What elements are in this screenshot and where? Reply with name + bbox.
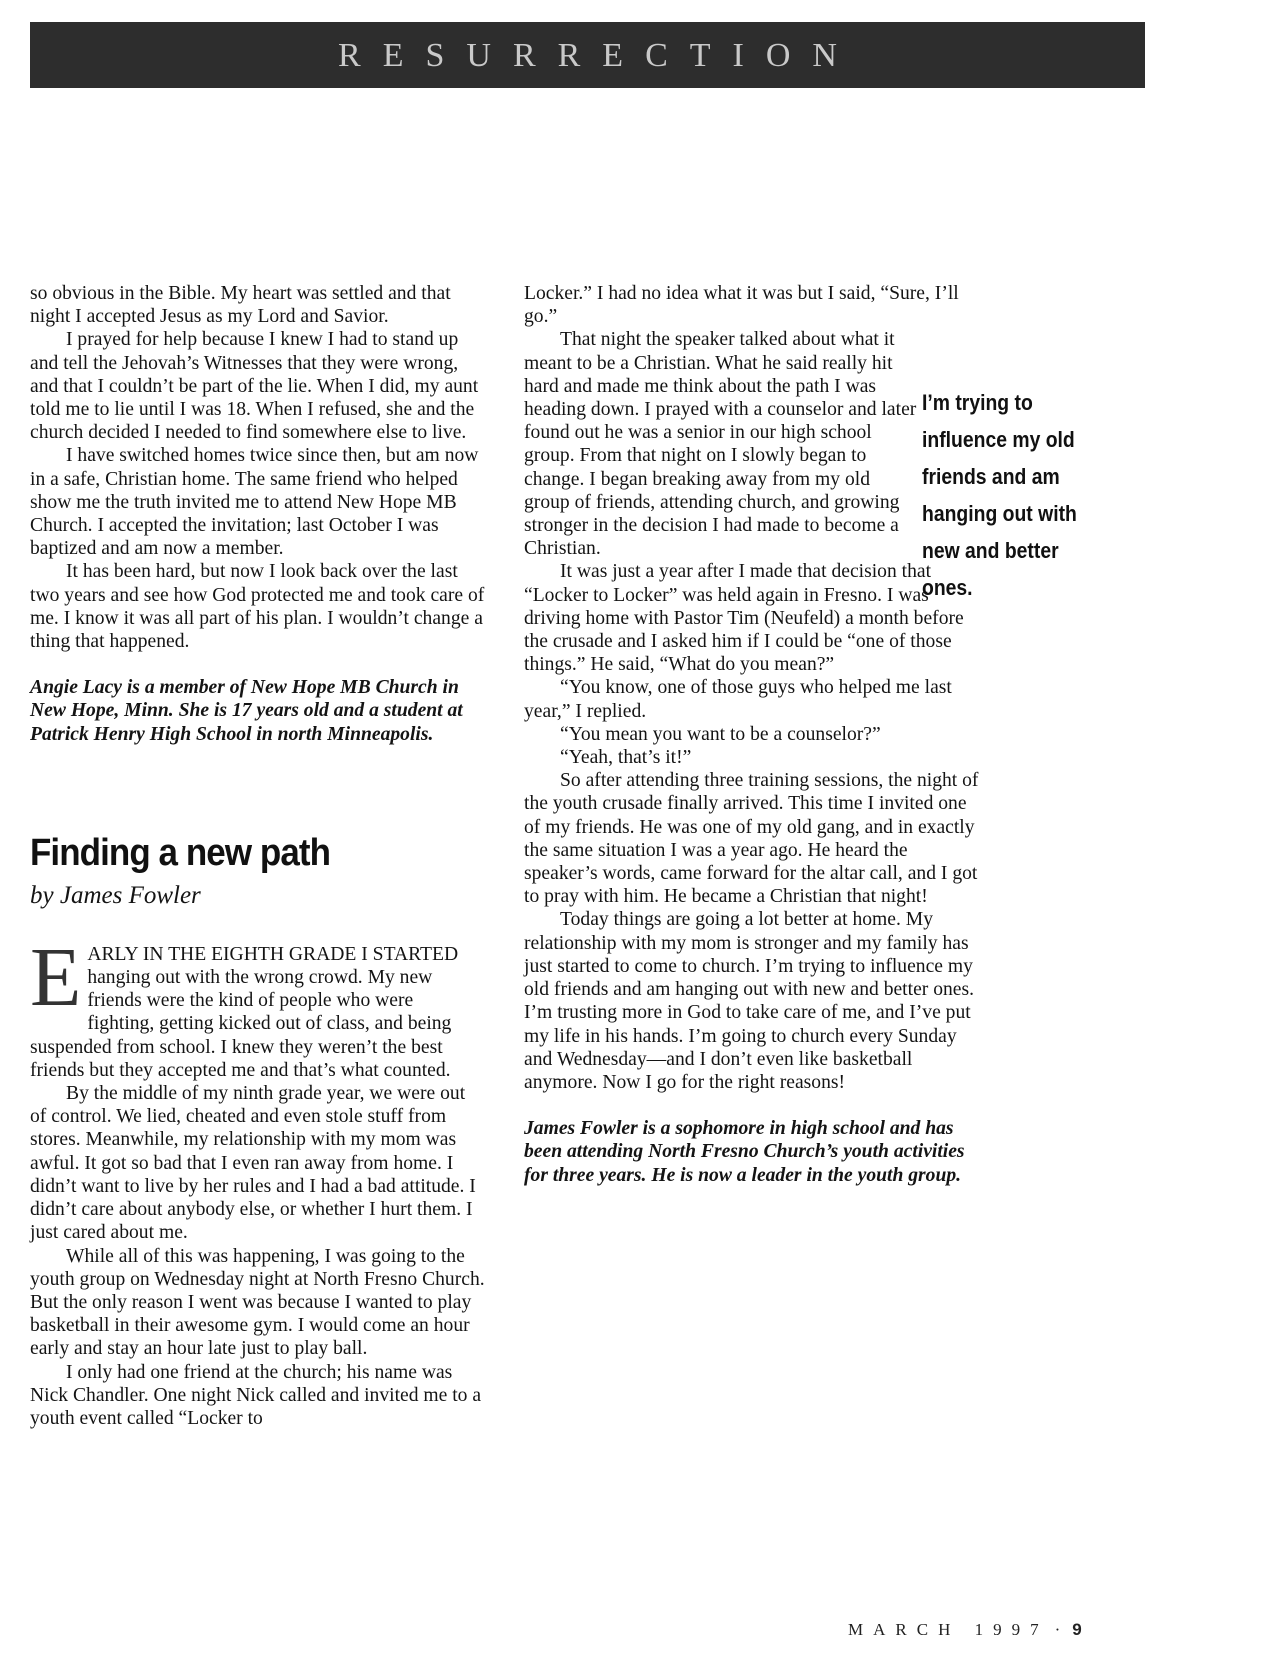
paragraph: I only had one friend at the church; his name was Nick Chandler. One night Nick called and invited me to a youth event called “Locker to [30, 1361, 482, 1429]
page-footer [848, 1620, 1082, 1640]
footer-separator: · [1054, 1620, 1061, 1639]
issue-date: MARCH 1997 [848, 1620, 1049, 1639]
paragraph: By the middle of my ninth grade year, we were out of control. We lied, cheated and even stole stuff from stores. Meanwhile, my relationship with my mom was awful. It got so bad that I even ran away from home. I didn’t want to live by her rules and I had a bad attitude. I didn’t care about anybody else, or whether I hurt them. I just cared about me. [30, 1083, 476, 1244]
paragraph: Today things are going a lot better at home. My relationship with my mom is stronger and my family has just started to come to church. I’m trying to influence my old friends and am hanging out with new and better ones. I’m trusting more in God to take care of me, and I’ve put my life in his hands. I’m going to church every Sunday and Wednesday—and I don’t even like basketball anymore. Now I go for the right reasons! [524, 909, 975, 1093]
lead-paragraph [30, 930, 485, 1082]
section-banner [30, 22, 1145, 88]
paragraph: It was just a year after I made that decision that “Locker to Locker” was held again in Fresno. I was driving home with Pastor Tim (Neufeld) a month before the crusade and I asked him if I could be “one of those things.” He said, “What do you mean?” [524, 561, 964, 676]
right-column [524, 282, 979, 1187]
lead-text: ARLY IN THE EIGHTH GRADE I STARTED hanging out with the wrong crowd. My new friends were the kind of people who were fighting, getting kicked out of class, and being suspended from school. I knew they weren’t the best friends but they accepted me and that’s what counted. [30, 943, 459, 1081]
paragraph: I prayed for help because I knew I had to stand up and tell the Jehovah’s Witnesses that they were wrong, and that I couldn’t be part of the lie. When I did, my aunt told me to lie until I was 18. When I refused, she and the church decided I needed to find somewhere else to live. [30, 329, 479, 444]
article-title: Finding a new path [30, 831, 331, 874]
paragraph: While all of this was happening, I was going to the youth group on Wednesday night at North Fresno Church. But the only reason I went was because I wanted to play basketball in their awesome gym. I would come an hour early and stay an hour late just to play ball. [30, 1245, 485, 1360]
pull-quote-line: friends and am [922, 464, 1060, 489]
paragraph: “You mean you want to be a counselor?” [560, 723, 881, 745]
paragraph: I have switched homes twice since then, but am now in a safe, Christian home. The same friend who helped show me the truth invited me to attend New Hope MB Church. I accepted the invitation; last October I was baptized and am now a member. [30, 445, 479, 560]
paragraph: “You know, one of those guys who helped me last year,” I replied. [524, 677, 952, 722]
paragraph: so obvious in the Bible. My heart was settled and that night I accepted Jesus as my Lord and Savior. [30, 283, 451, 328]
pull-quote-line: new and better [922, 538, 1059, 563]
pull-quote-line: hanging out with [922, 501, 1077, 526]
paragraph: Locker.” I had no idea what it was but I said, “Sure, I’ll go.” [524, 283, 959, 328]
author-bio: Angie Lacy is a member of New Hope MB Church in New Hope, Minn. She is 17 years old and a student at Patrick Henry High School in north Minneapolis. [30, 677, 463, 745]
paragraph: That night the speaker talked about what it meant to be a Christian. What he said really hit hard and made me think about the path I was heading down. I prayed with a counselor and later found out he was a senior in our high school group. From that night on I slowly began to change. I began breaking away from my old group of friends, attending church, and growing stronger in the decision I had made to become a Christian. [524, 329, 917, 560]
author-bio: James Fowler is a sophomore in high school and has been attending North Fresno Church’s youth activities for three years. He is now a leader in the youth group. [524, 1118, 965, 1186]
pull-quote [922, 384, 1124, 606]
paragraph: It has been hard, but now I look back over the last two years and see how God protected me and took care of me. I know it was all part of his plan. I wouldn’t change a thing that happened. [30, 561, 485, 653]
paragraph: So after attending three training sessions, the night of the youth crusade finally arrived. This time I invited one of my friends. He was one of my old gang, and in exactly the same situation I was a year ago. He heard the speaker’s words, came forward for the altar call, and I got to pray with him. He became a Christian that night! [524, 770, 979, 908]
pull-quote-line: influence my old [922, 427, 1075, 452]
pull-quote-line: I’m trying to [922, 390, 1033, 415]
pull-quote-line: ones. [922, 575, 973, 600]
page-number: 9 [1072, 1620, 1082, 1639]
left-column [30, 282, 485, 1430]
section-title: RESURRECTION [338, 37, 859, 74]
article-byline: by James Fowler [30, 881, 201, 909]
drop-cap: E [30, 930, 82, 1024]
paragraph: “Yeah, that’s it!” [560, 747, 692, 769]
